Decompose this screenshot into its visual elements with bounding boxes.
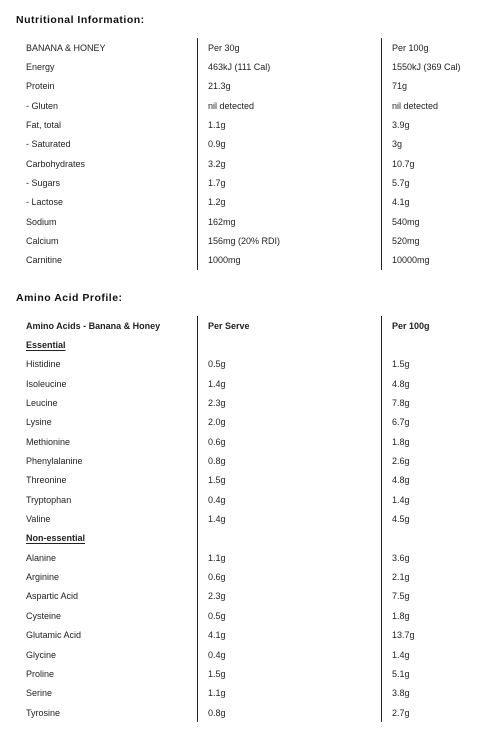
label-cell: - Gluten: [26, 100, 59, 111]
nutrition-title: Nutritional Information:: [16, 14, 145, 26]
per-serve-cell: 0.4g: [198, 490, 382, 509]
per-serve-cell: 156mg (20% RDI): [198, 231, 382, 250]
per-100g-cell: 3.6g: [382, 548, 475, 567]
table-row: [16, 115, 474, 134]
per-serve-cell: 0.5g: [198, 606, 382, 625]
amino-table: [16, 316, 474, 722]
per-serve-cell: 1.1g: [198, 548, 382, 567]
label-cell: - Sugars: [26, 178, 61, 189]
section-header-row: [16, 335, 474, 354]
per-100g-cell: 520mg: [382, 231, 475, 250]
table-row: [16, 393, 474, 412]
per-100g-cell: 7.8g: [382, 393, 475, 412]
label-cell: Sodium: [26, 216, 57, 227]
per-100g-cell: 71g: [382, 77, 475, 96]
label-cell: Aspartic Acid: [26, 591, 79, 602]
table-row: [16, 509, 474, 528]
label-cell: Proline: [26, 668, 55, 679]
per-serve-cell: 1.4g: [198, 374, 382, 393]
section-label-cell: [16, 335, 198, 354]
table-row: [16, 703, 474, 722]
per-serve-cell: 1.1g: [198, 115, 382, 134]
label-cell: - Lactose: [26, 197, 64, 208]
per-100g-cell: 5.7g: [382, 173, 475, 192]
empty-cell: [198, 529, 382, 548]
per-serve-cell: 162mg: [198, 212, 382, 231]
empty-cell: [382, 529, 475, 548]
section-label-cell: [16, 529, 198, 548]
label-cell: Valine: [26, 514, 51, 525]
table-row: [16, 471, 474, 490]
label-cell: Methionine: [26, 436, 71, 447]
table-row: [16, 587, 474, 606]
table-row: [16, 374, 474, 393]
label-cell: Phenylalanine: [26, 456, 83, 467]
table-row: [16, 77, 474, 96]
table-row: [16, 626, 474, 645]
per-serve-cell: 463kJ (111 Cal): [198, 57, 382, 76]
per-serve-cell: 1.7g: [198, 173, 382, 192]
label-cell: Glycine: [26, 649, 57, 660]
per-100g-cell: 10000mg: [382, 251, 475, 270]
table-row: [16, 451, 474, 470]
nutrition-table: [16, 38, 474, 270]
per-100g-cell: 4.8g: [382, 374, 475, 393]
per-100g-cell: 1.8g: [382, 606, 475, 625]
table-row: [16, 355, 474, 374]
per-100g-cell: 1.5g: [382, 355, 475, 374]
per-100g-cell: 1.8g: [382, 432, 475, 451]
per-100g-cell: 10.7g: [382, 154, 475, 173]
empty-cell: [198, 335, 382, 354]
table-row: [16, 567, 474, 586]
label-cell: Threonine: [26, 475, 67, 486]
label-cell: Amino Acids - Banana & Honey: [26, 320, 161, 331]
table-row: [16, 413, 474, 432]
per-100g-cell: 7.5g: [382, 587, 475, 606]
label-cell: Alanine: [26, 552, 57, 563]
label-cell: Leucine: [26, 398, 58, 409]
per-serve-cell: 1000mg: [198, 251, 382, 270]
amino-title: Amino Acid Profile:: [16, 292, 123, 304]
table-row: [16, 684, 474, 703]
per-serve-cell: 0.8g: [198, 451, 382, 470]
table-row: [16, 154, 474, 173]
per-serve-cell: 2.3g: [198, 393, 382, 412]
per-100g-cell: nil detected: [382, 96, 475, 115]
per-100g-cell: 2.1g: [382, 567, 475, 586]
label-cell: Carnitine: [26, 255, 63, 266]
per-100g-cell: 3g: [382, 135, 475, 154]
per-serve-cell: 0.5g: [198, 355, 382, 374]
per-serve-cell: 1.5g: [198, 664, 382, 683]
label-cell: Isoleucine: [26, 378, 67, 389]
per-serve-cell: Per Serve: [198, 316, 382, 335]
per-100g-cell: 5.1g: [382, 664, 475, 683]
table-row: [16, 212, 474, 231]
per-100g-cell: 540mg: [382, 212, 475, 231]
per-serve-cell: 0.9g: [198, 135, 382, 154]
section-label: Non-essential: [26, 533, 86, 544]
table-row: [16, 231, 474, 250]
per-serve-cell: 0.6g: [198, 432, 382, 451]
per-100g-cell: 2.7g: [382, 703, 475, 722]
table-row: [16, 193, 474, 212]
label-cell: Tyrosine: [26, 707, 61, 718]
per-serve-cell: 3.2g: [198, 154, 382, 173]
label-cell: - Saturated: [26, 139, 71, 150]
per-serve-cell: 4.1g: [198, 626, 382, 645]
per-100g-cell: 3.8g: [382, 684, 475, 703]
label-cell: Lysine: [26, 417, 52, 428]
per-serve-cell: 1.5g: [198, 471, 382, 490]
empty-cell: [382, 335, 475, 354]
label-cell: Calcium: [26, 236, 59, 247]
label-cell: Arginine: [26, 572, 60, 583]
per-100g-cell: 6.7g: [382, 413, 475, 432]
table-row: [16, 57, 474, 76]
per-serve-cell: 0.8g: [198, 703, 382, 722]
section-header-row: [16, 529, 474, 548]
table-row: [16, 645, 474, 664]
per-100g-cell: 4.5g: [382, 509, 475, 528]
per-serve-cell: 0.4g: [198, 645, 382, 664]
table-row: [16, 251, 474, 270]
table-row: [16, 548, 474, 567]
label-cell: Histidine: [26, 359, 61, 370]
per-serve-cell: 0.6g: [198, 567, 382, 586]
per-100g-cell: 1.4g: [382, 490, 475, 509]
per-serve-cell: nil detected: [198, 96, 382, 115]
label-cell: Glutamic Acid: [26, 630, 82, 641]
per-100g-cell: 1550kJ (369 Cal): [382, 57, 475, 76]
per-100g-cell: 4.1g: [382, 193, 475, 212]
label-cell: Fat, total: [26, 120, 62, 131]
per-100g-cell: 4.8g: [382, 471, 475, 490]
label-cell: Carbohydrates: [26, 158, 86, 169]
table-row: [16, 664, 474, 683]
table-row: [16, 173, 474, 192]
per-serve-cell: 21.3g: [198, 77, 382, 96]
table-header-row: [16, 316, 474, 335]
per-100g-cell: Per 100g: [382, 316, 475, 335]
table-header-row: [16, 38, 474, 57]
table-row: [16, 606, 474, 625]
per-serve-cell: 1.4g: [198, 509, 382, 528]
label-cell: Tryptophan: [26, 494, 72, 505]
per-100g-cell: 13.7g: [382, 626, 475, 645]
per-100g-cell: 1.4g: [382, 645, 475, 664]
label-cell: Protein: [26, 81, 55, 92]
per-serve-cell: 2.0g: [198, 413, 382, 432]
per-serve-cell: Per 30g: [198, 38, 382, 57]
table-row: [16, 432, 474, 451]
label-cell: Energy: [26, 62, 55, 73]
section-label: Essential: [26, 340, 66, 351]
table-row: [16, 96, 474, 115]
per-serve-cell: 1.2g: [198, 193, 382, 212]
per-100g-cell: Per 100g: [382, 38, 475, 57]
per-100g-cell: 2.6g: [382, 451, 475, 470]
per-100g-cell: 3.9g: [382, 115, 475, 134]
label-cell: Cysteine: [26, 610, 62, 621]
per-serve-cell: 1.1g: [198, 684, 382, 703]
table-row: [16, 490, 474, 509]
label-cell: BANANA & HONEY: [26, 42, 106, 53]
label-cell: Serine: [26, 688, 53, 699]
per-serve-cell: 2.3g: [198, 587, 382, 606]
table-row: [16, 135, 474, 154]
